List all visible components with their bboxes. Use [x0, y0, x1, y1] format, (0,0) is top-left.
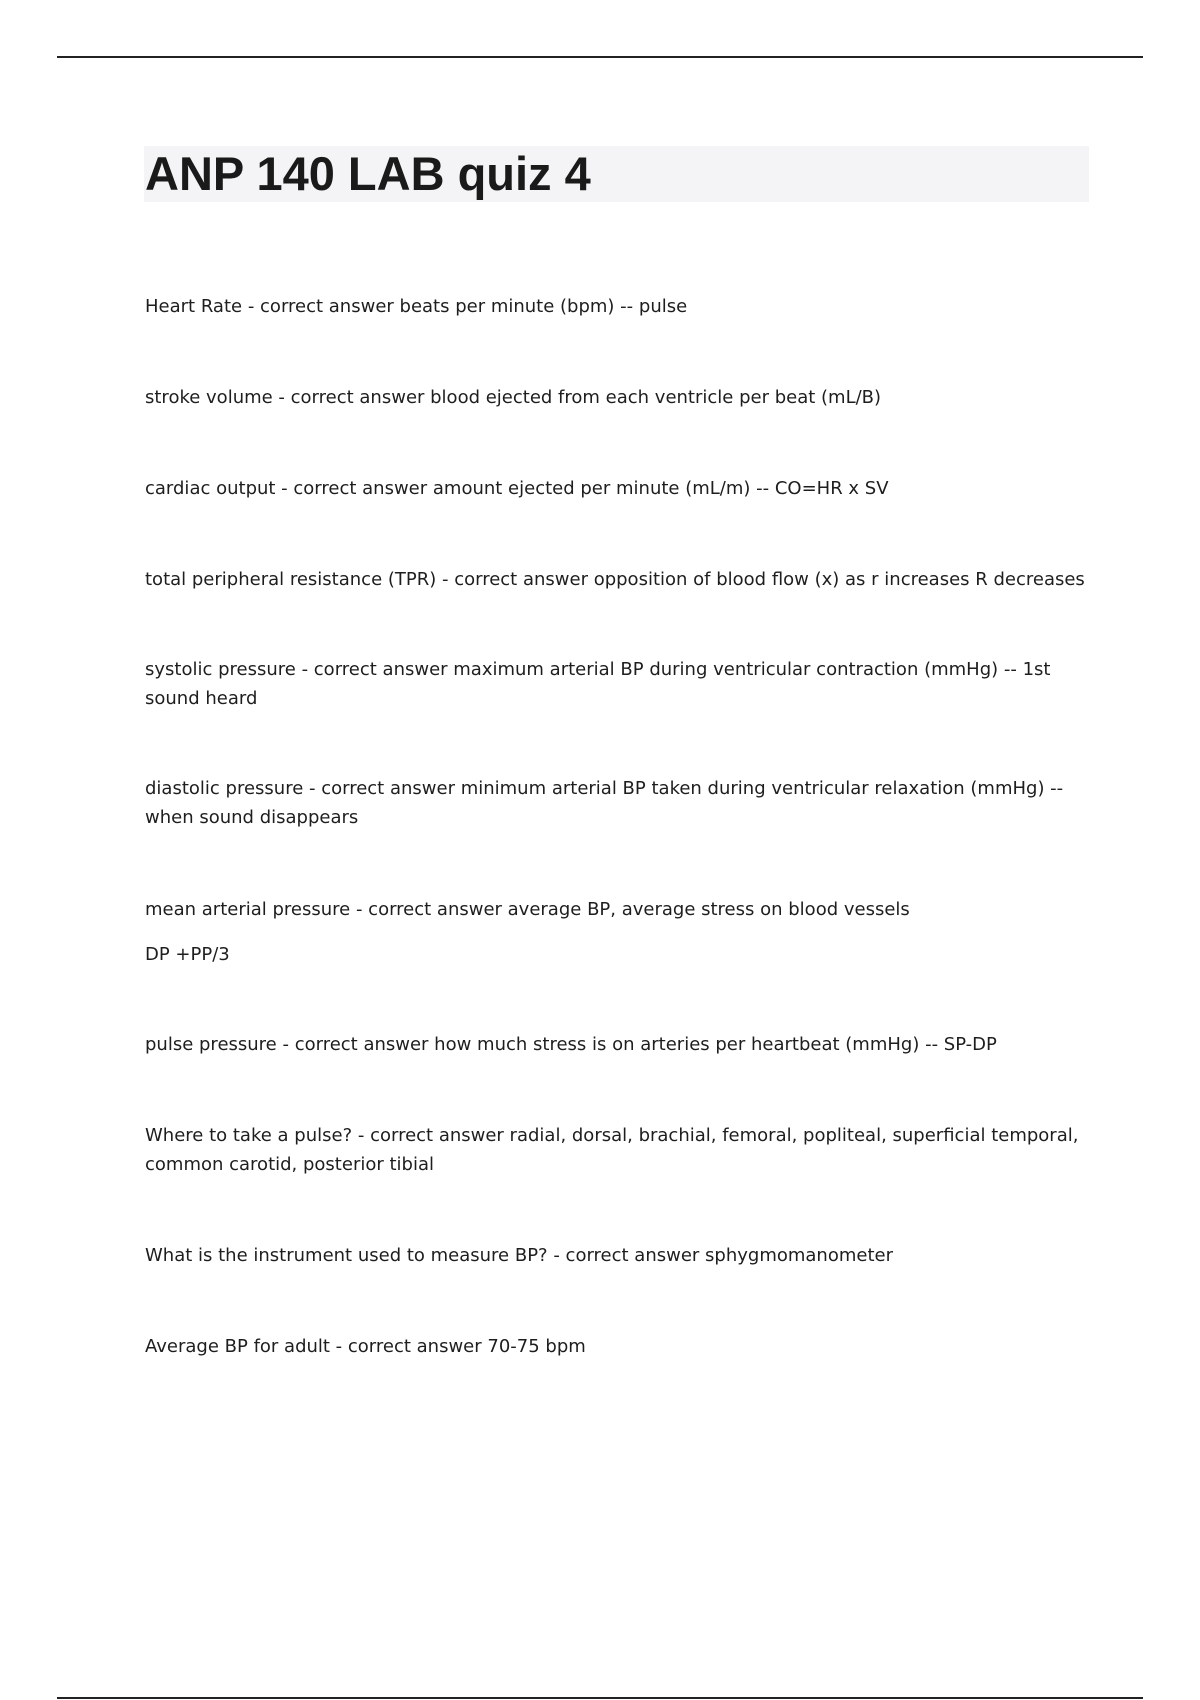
bottom-rule [57, 1697, 1143, 1699]
qa-text: mean arterial pressure - correct answer average BP, average stress on blood vessels [145, 899, 910, 920]
qa-text: diastolic pressure - correct answer minimum arterial BP taken during ventricular relaxation (mmHg) -- when sound disappears [145, 778, 1064, 828]
qa-item-instrument [145, 1241, 1085, 1270]
qa-item-cardiac-output [145, 474, 1085, 503]
qa-text: systolic pressure - correct answer maximum arterial BP during ventricular contraction (mmHg) -- 1st sound heard [145, 659, 1051, 709]
document-title: ANP 140 LAB quiz 4 [145, 147, 591, 200]
qa-item-systolic [145, 655, 1085, 713]
qa-text: stroke volume - correct answer blood ejected from each ventricle per beat (mL/B) [145, 387, 882, 408]
top-rule [57, 56, 1143, 58]
qa-item-pulse-sites [145, 1121, 1085, 1179]
qa-text: Average BP for adult - correct answer 70-75 bpm [145, 1336, 586, 1357]
qa-text: cardiac output - correct answer amount ejected per minute (mL/m) -- CO=HR x SV [145, 478, 889, 499]
qa-item-heart-rate [145, 292, 1085, 321]
qa-text: total peripheral resistance (TPR) - correct answer opposition of blood flow (x) as r increases R decreases [145, 569, 1085, 590]
qa-text: What is the instrument used to measure BP? - correct answer sphygmomanometer [145, 1245, 893, 1266]
qa-text: Heart Rate - correct answer beats per minute (bpm) -- pulse [145, 296, 688, 317]
qa-formula: DP +PP/3 [145, 944, 230, 965]
qa-text: pulse pressure - correct answer how much stress is on arteries per heartbeat (mmHg) -- SP-DP [145, 1034, 997, 1055]
qa-text: Where to take a pulse? - correct answer radial, dorsal, brachial, femoral, popliteal, superficial temporal, common carotid, posterior tibial [145, 1125, 1079, 1175]
qa-item-average-bp [145, 1332, 1085, 1361]
qa-item-stroke-volume [145, 383, 1085, 412]
qa-item-mean-arterial [145, 895, 1085, 969]
qa-item-tpr [145, 565, 1085, 594]
qa-item-pulse-pressure [145, 1030, 1085, 1059]
qa-item-diastolic [145, 774, 1085, 832]
